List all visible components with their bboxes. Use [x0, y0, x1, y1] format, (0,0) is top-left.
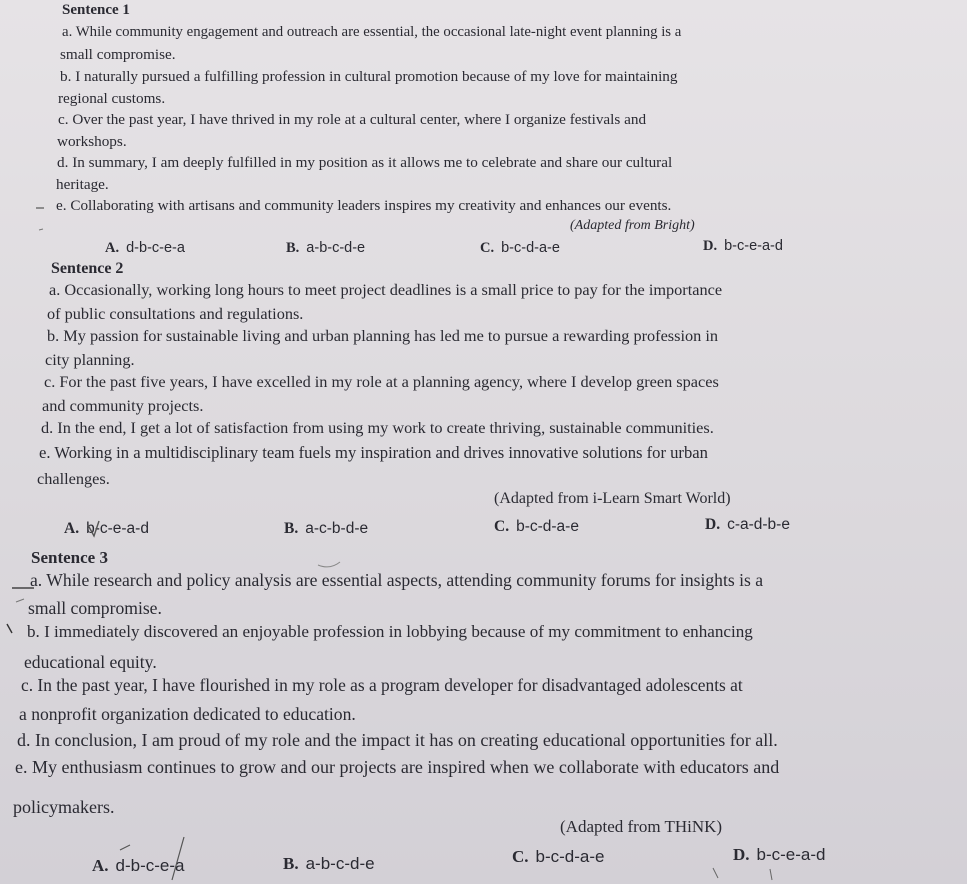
sentence-2-line: b. My passion for sustainable living and urban planning has led me to pursue a rewarding profession in — [47, 326, 719, 345]
option-letter: B. — [284, 520, 299, 537]
option-value: b-c-d-a-e — [535, 847, 605, 866]
sentence-3-line: a. While research and policy analysis are essential aspects, attending community forums for insights is a — [30, 570, 764, 590]
pencil-tick-mark — [713, 868, 718, 878]
sentence-2-line: and community projects. — [42, 396, 204, 415]
sentence-2-line: challenges. — [37, 469, 110, 488]
pencil-slash-mark — [7, 624, 12, 633]
option-value: d-b-c-e-a — [126, 240, 185, 256]
sentence-2-line: of public consultations and regulations. — [47, 304, 304, 323]
sentence-3-line: c. In the past year, I have flourished in my role as a program developer for disadvantaged adolescents at — [21, 675, 743, 695]
pencil-check-mark — [88, 521, 99, 536]
pencil-tick-mark — [39, 229, 43, 230]
sentence-1-line: b. I naturally pursued a fulfilling profession in cultural promotion because of my love for maintaining — [60, 68, 678, 85]
option-letter: A. — [64, 520, 80, 537]
sentence-2-line: e. Working in a multidisciplinary team fuels my inspiration and drives innovative solutions for urban — [39, 443, 708, 462]
option-letter: C. — [512, 847, 529, 866]
sentence-3-line: small compromise. — [28, 598, 162, 618]
sentence-1-heading: Sentence 1 — [62, 2, 130, 18]
sentence-2-line: d. In the end, I get a lot of satisfaction from using my work to create thriving, sustainable communities. — [41, 418, 714, 437]
pencil-tick-mark — [120, 845, 130, 850]
sentence-2-heading: Sentence 2 — [51, 260, 124, 277]
sentence-3-line: a nonprofit organization dedicated to education. — [19, 704, 356, 724]
sentence-1-line: a. While community engagement and outreach are essential, the occasional late-night event planning is a — [62, 24, 682, 40]
pencil-tick-mark — [770, 869, 772, 880]
pencil-curve-mark — [318, 562, 340, 567]
sentence-1-line: e. Collaborating with artisans and community leaders inspires my creativity and enhances our events. — [56, 197, 672, 214]
sentence-1-line: c. Over the past year, I have thrived in my role at a cultural center, where I organize festivals and — [58, 111, 647, 128]
sentence-1-line: heritage. — [56, 176, 109, 193]
option-letter: C. — [480, 240, 495, 256]
sentence-3-source: (Adapted from THiNK) — [560, 817, 723, 836]
option-letter: B. — [283, 854, 299, 873]
sentence-1-source: (Adapted from Bright) — [570, 218, 695, 233]
option-value: b-c-e-a-d — [756, 845, 826, 864]
option-letter: D. — [703, 238, 718, 254]
sentence-3-line: e. My enthusiasm continues to grow and our projects are inspired when we collaborate with educators and — [15, 757, 780, 777]
option-value: d-b-c-e-a — [115, 856, 185, 875]
sentence-3-line: educational equity. — [24, 652, 157, 672]
sentence-2-line: a. Occasionally, working long hours to meet project deadlines is a small price to pay for the importance — [49, 280, 723, 299]
sentence-2-line: city planning. — [45, 350, 135, 369]
sentence-2-source: (Adapted from i-Learn Smart World) — [494, 490, 731, 507]
option-value: b-c-d-a-e — [516, 518, 579, 535]
sentence-2-line: c. For the past five years, I have excelled in my role at a planning agency, where I develop green spaces — [44, 372, 719, 391]
sentence-3-heading: Sentence 3 — [31, 548, 108, 567]
option-value: a-c-b-d-e — [305, 520, 369, 537]
option-value: b-c-e-a-d — [86, 520, 149, 537]
sentence-1-line: workshops. — [57, 133, 127, 150]
option-value: b-c-d-a-e — [501, 240, 560, 256]
sentence-3-line: policymakers. — [13, 797, 115, 817]
option-letter: C. — [494, 518, 510, 535]
pencil-slash-mark — [172, 837, 184, 880]
option-letter: A. — [92, 856, 109, 875]
option-letter: D. — [733, 845, 750, 864]
option-letter: A. — [105, 240, 120, 256]
option-letter: D. — [705, 516, 721, 533]
option-letter: B. — [286, 240, 300, 256]
sentence-1-line: d. In summary, I am deeply fulfilled in my position as it allows me to celebrate and share our cultural — [57, 154, 673, 171]
sentence-3-line: d. In conclusion, I am proud of my role and the impact it has on creating educational opportunities for all. — [17, 730, 778, 750]
sentence-3-line: b. I immediately discovered an enjoyable profession in lobbying because of my commitment to enhancing — [27, 622, 753, 641]
sentence-1-line: small compromise. — [60, 46, 176, 63]
option-value: a-b-c-d-e — [305, 854, 375, 873]
option-value: b-c-e-a-d — [724, 238, 783, 254]
pencil-tick-mark — [16, 599, 24, 602]
sentence-1-line: regional customs. — [58, 90, 166, 107]
option-value: a-b-c-d-e — [306, 240, 366, 256]
option-value: c-a-d-b-e — [727, 516, 790, 533]
